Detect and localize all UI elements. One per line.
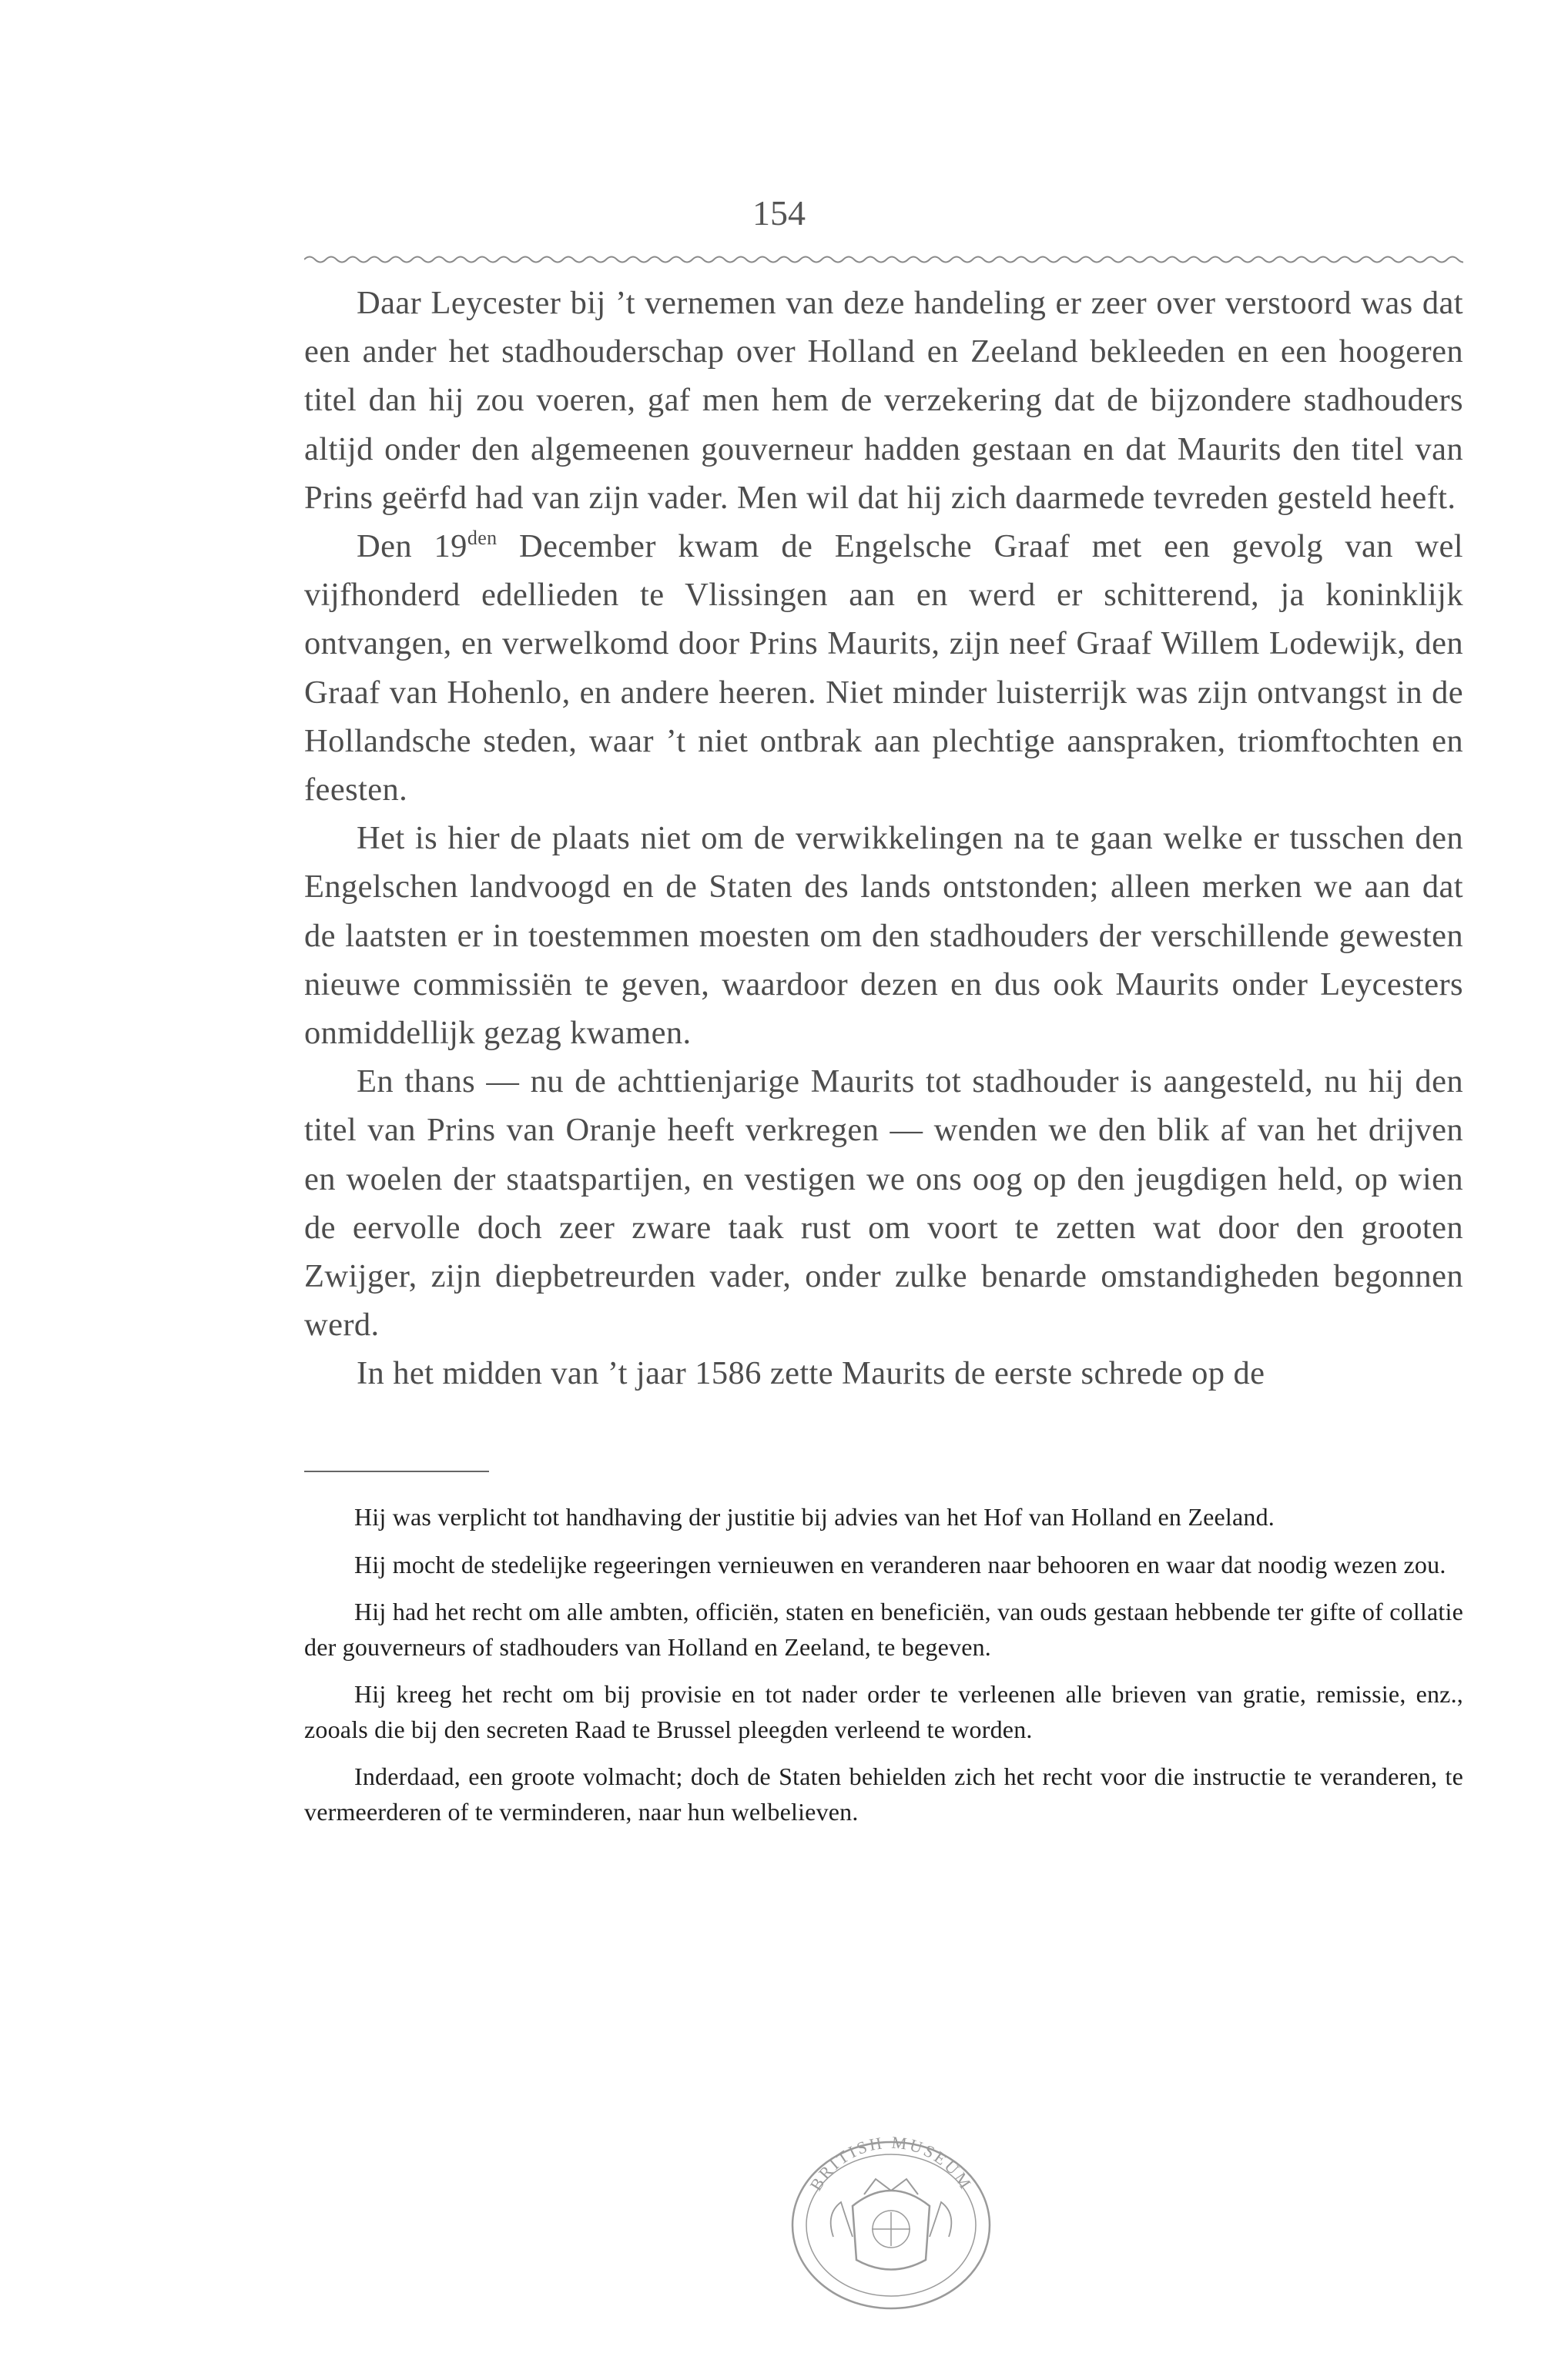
- footnote: Hij was verplicht tot handhaving der justitie bij advies van het Hof van Holland en Zeeland.: [354, 1503, 1275, 1531]
- paragraph-rest: December kwam de Engelsche Graaf met een gevolg van wel vijfhonderd edellieden te Vlissingen aan en werd er schitterend, ja koninklijk ontvangen, en verwelkomd door Prins Maurits, zijn neef Graaf Willem Lodewijk, den Graaf van Hohenlo, en andere heeren. Niet minder luisterrijk was zijn ontvangst in de Hollandsche steden, waar ’t niet ontbrak aan plechtige aanspraken, triomftochten en feesten.: [304, 528, 1463, 808]
- footnotes: [304, 1500, 1463, 1842]
- paragraph: En thans — nu de achttienjarige Maurits tot stadhouder is aangesteld, nu hij den titel van Prins van Oranje heeft verkregen — wenden we den blik af van het drijven en woelen der staatspartijen, en vestigen we ons oog op den jeugdigen held, op wien de eervolle doch zeer zware taak rust om voort te zetten wat door den grooten Zwijger, zijn diepbetreurden vader, onder zulke benarde omstandigheden begonnen werd.: [304, 1063, 1463, 1344]
- paragraph: Daar Leycester bij ’t vernemen van deze handeling er zeer over verstoord was dat een ander het stadhouderschap over Holland en Zeeland bekleeden en een hoogeren titel dan hij zou voeren, gaf men hem de verzekering dat de bijzondere stadhouders altijd onder den algemeenen gouverneur hadden gestaan en dat Maurits den titel van Prins geërfd had van zijn vader. Men wil dat hij zich daarmede tevreden gesteld heeft.: [304, 285, 1463, 516]
- footnote: Hij mocht de stedelijke regeeringen vernieuwen en veranderen naar behooren en waar dat noodig wezen zou.: [354, 1550, 1446, 1578]
- page-number: 154: [752, 193, 806, 233]
- paragraph: [304, 522, 1463, 814]
- footnote-divider: [304, 1471, 489, 1472]
- superscript: den: [467, 527, 498, 550]
- footnote: Hij had het recht om alle ambten, officiën, staten en beneficiën, van ouds gestaan hebbende ter gifte of collatie der gouverneurs of stadhouders van Holland en Zeeland, te begeven.: [304, 1598, 1463, 1661]
- stamp-lettering: BRITISH MUSEUM: [806, 2132, 977, 2194]
- main-text: [304, 279, 1463, 1398]
- library-stamp-icon: [779, 2114, 1003, 2314]
- footnote: Inderdaad, een groote volmacht; doch de Staten behielden zich het recht voor die instructie te veranderen, te vermeerderen of te verminderen, naar hun welbelieven.: [304, 1762, 1463, 1826]
- ornamental-wavy-rule: [304, 253, 1463, 266]
- paragraph-start: Den 19: [357, 528, 467, 565]
- paragraph: Het is hier de plaats niet om de verwikkelingen na te gaan welke er tusschen den Engelschen landvoogd en de Staten des lands ontstonden; alleen merken we aan dat de laatsten er in toestemmen moesten om den stadhouders der verschillende gewesten nieuwe commissiën te geven, waardoor dezen en dus ook Maurits onder Leycesters onmiddellijk gezag kwamen.: [304, 820, 1463, 1052]
- paragraph: In het midden van ’t jaar 1586 zette Maurits de eerste schrede op de: [357, 1355, 1265, 1392]
- footnote: Hij kreeg het recht om bij provisie en tot nader order te verleenen alle brieven van gratie, remissie, enz., zooals die bij den secreten Raad te Brussel pleegden verleend te worden.: [304, 1680, 1463, 1743]
